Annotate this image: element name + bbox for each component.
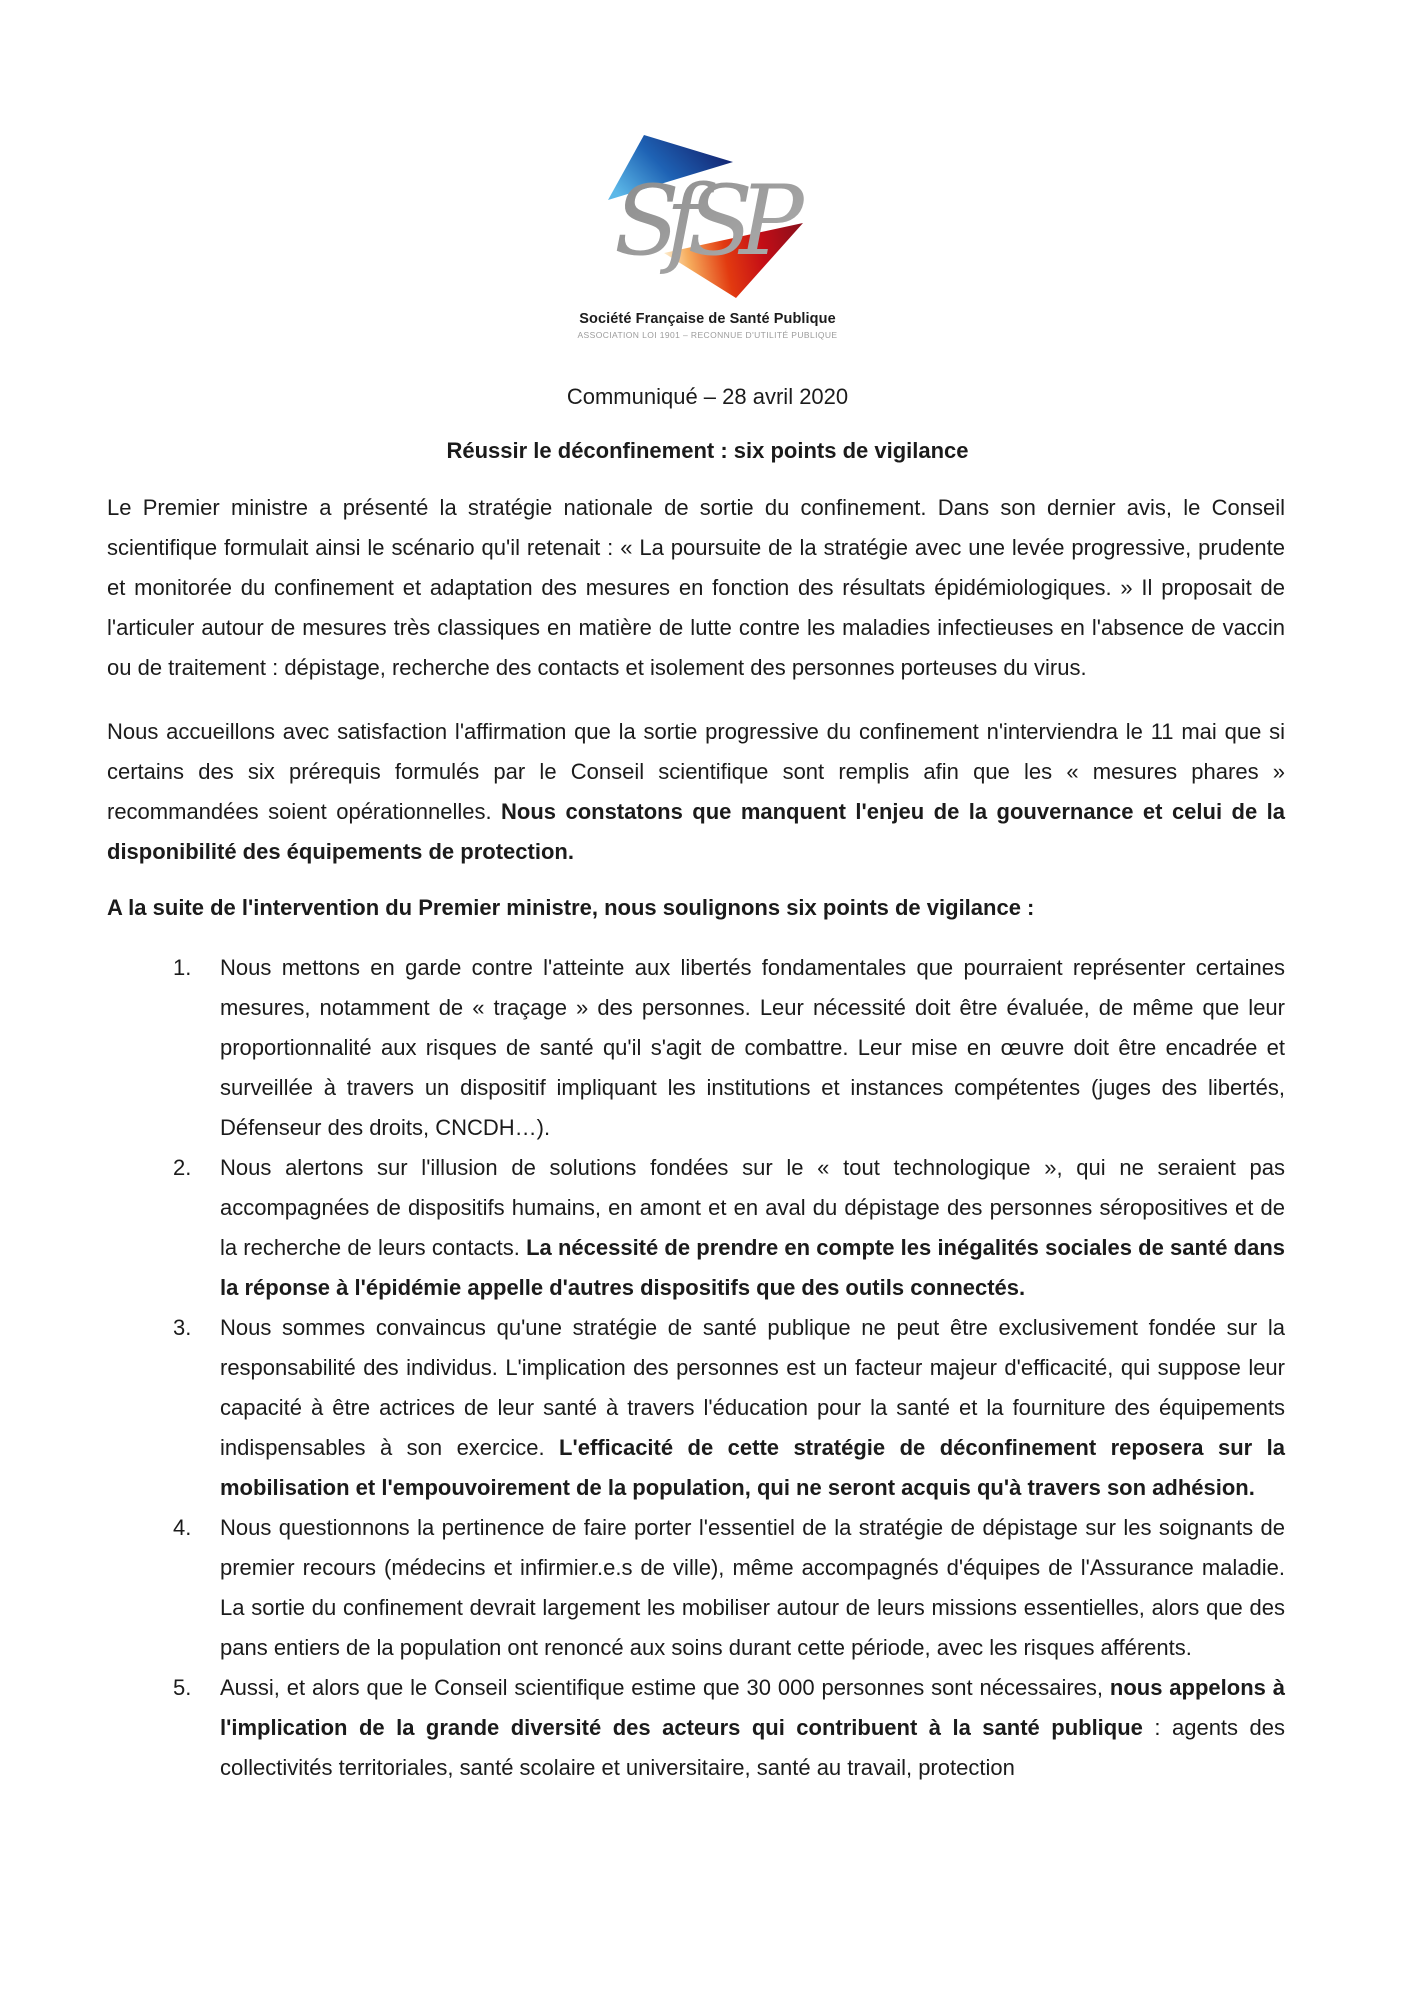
text-segment: Le Premier ministre a présenté la stratégie nationale de sortie du confinement. Dans son dernier avis, le Conseil scientifique formulait ainsi le scénario qu'il retenait : « La poursuite de la stratégie avec une levée progressive, prudente et monitorée du confinement et adaptation des mesures en fonction des résultats épidémiologiques. » Il proposait de l'articuler autour de mesures très classiques en matière de lutte contre les maladies infectieuses en l'absence de vaccin ou de traitement : dépistage, recherche des contacts et isolement des personnes porteuses du virus. <box>107 495 1285 680</box>
org-name: Société Française de Santé Publique <box>579 311 836 327</box>
list-item-4 <box>107 1508 1285 1668</box>
paragraph-satisfaction <box>107 712 1285 872</box>
text-segment: Aussi, et alors que le Conseil scientifique estime que 30 000 personnes sont nécessaires, <box>220 1675 1110 1700</box>
list-item-4-number: 4. <box>173 1515 192 1540</box>
list-item-1 <box>107 948 1285 1148</box>
list-item-4-text <box>220 1508 1285 1668</box>
bold-text-segment: nous appelons à l'implication de la grande diversité des acteurs qui contribuent à la santé publique <box>220 1675 1285 1740</box>
document-body <box>0 488 1415 1788</box>
paragraph-intro <box>107 488 1285 688</box>
text-segment: Nous alertons sur l'illusion de solutions fondées sur le « tout technologique », qui ne seraient pas accompagnées de dispositifs humains, en amont et en aval du dépistage des personnes séropositives et de la recherche de leurs contacts. <box>220 1155 1285 1260</box>
list-item-2-number: 2. <box>173 1155 192 1180</box>
bold-text-segment: Nous constatons que manquent l'enjeu de la gouvernance et celui de la disponibilité des équipements de protection. <box>107 799 1285 864</box>
text-segment: Nous sommes convaincus qu'une stratégie de santé publique ne peut être exclusivement fondée sur la responsabilité des individus. L'implication des personnes est un facteur majeur d'efficacité, qui suppose leur capacité à être actrices de leur santé à travers l'éducation pour la santé et la fourniture des équipements indispensables à son exercice. <box>220 1315 1285 1460</box>
text-segment: Nous mettons en garde contre l'atteinte aux libertés fondamentales que pourraient représenter certaines mesures, notamment de « traçage » des personnes. Leur nécessité doit être évaluée, de même que leur proportionnalité aux risques de santé qu'il s'agit de combattre. Leur mise en œuvre doit être encadrée et surveillée à travers un dispositif impliquant les institutions et instances compétentes (juges des libertés, Défenseur des droits, CNCDH…). <box>220 955 1285 1140</box>
vigilance-points-list <box>107 948 1285 1788</box>
bold-text-segment: L'efficacité de cette stratégie de déconfinement reposera sur la mobilisation et l'empouvoirement de la population, qui ne seront acquis qu'à travers son adhésion. <box>220 1435 1285 1500</box>
text-segment: Nous questionnons la pertinence de faire porter l'essentiel de la stratégie de dépistage sur les soignants de premier recours (médecins et infirmier.e.s de ville), même accompagnés d'équipes de l'Assurance maladie. La sortie du confinement devrait largement les mobiliser autour de leurs missions essentielles, alors que des pans entiers de la population ont renoncé aux soins durant cette période, avec les risques afférents. <box>220 1515 1285 1660</box>
list-item-5-text <box>220 1668 1285 1788</box>
list-item-5 <box>107 1668 1285 1788</box>
org-subtitle: ASSOCIATION LOI 1901 – RECONNUE D'UTILITÉ PUBLIQUE <box>577 330 838 340</box>
text-segment: : agents des collectivités territoriales, santé scolaire et universitaire, santé au travail, protection <box>220 1715 1285 1780</box>
list-item-3-number: 3. <box>173 1315 192 1340</box>
list-item-1-number: 1. <box>173 955 192 980</box>
text-segment: Nous accueillons avec satisfaction l'affirmation que la sortie progressive du confinement n'interviendra le 11 mai que si certains des six prérequis formulés par le Conseil scientifique sont remplis afin que les « mesures phares » recommandées soient opérationnelles. <box>107 719 1285 824</box>
list-item-3-text <box>220 1308 1285 1508</box>
document-title: Réussir le déconfinement : six points de vigilance <box>446 438 969 463</box>
list-item-5-number: 5. <box>173 1675 192 1700</box>
list-item-1-text <box>220 948 1285 1148</box>
logo-monogram: SfSP <box>614 165 790 277</box>
section-heading: A la suite de l'intervention du Premier ministre, nous soulignons six points de vigilance : <box>107 895 1035 920</box>
sfsp-logo-icon <box>600 104 815 311</box>
list-item-3 <box>107 1308 1285 1508</box>
list-item-2 <box>107 1148 1285 1308</box>
communique-date-line: Communiqué – 28 avril 2020 <box>566 384 849 409</box>
bold-text-segment: La nécessité de prendre en compte les inégalités sociales de santé dans la réponse à l'épidémie appelle d'autres dispositifs que des outils connectés. <box>220 1235 1285 1300</box>
list-item-2-text <box>220 1148 1285 1308</box>
logo-block <box>0 0 1415 340</box>
